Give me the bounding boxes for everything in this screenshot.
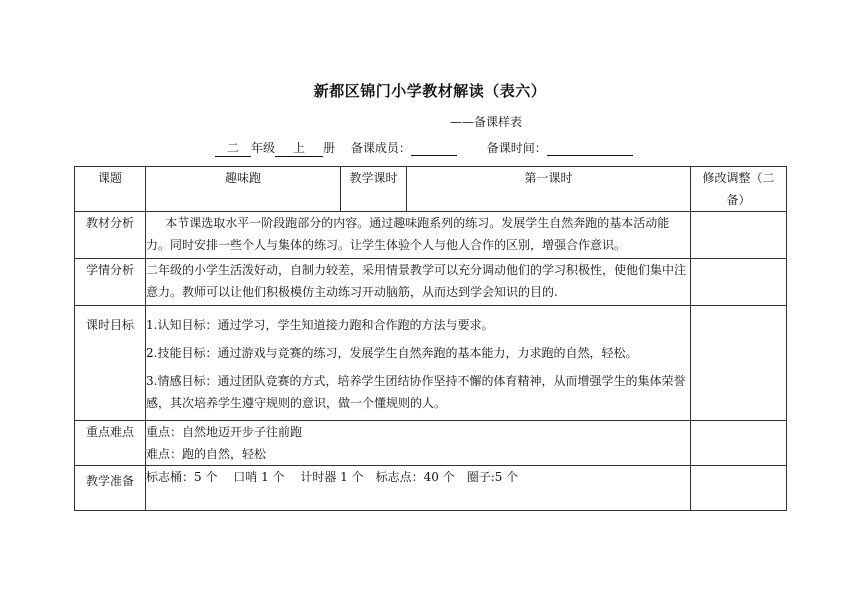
revise-cell [691,259,787,306]
keypoints-label: 重点难点 [75,421,146,466]
table-row [75,306,787,421]
difficult-point: 难点：跑的自然，轻松 [146,447,267,461]
info-line [215,139,633,157]
period-label: 教学课时 [341,167,407,212]
material-label: 教材分析 [75,212,146,259]
volume-label: 册 [323,141,336,155]
table-row [75,259,787,306]
topic-label: 课题 [75,167,146,212]
page-title: 新都区锦门小学教材解读（表六） [313,82,547,100]
key-point: 重点：自然地迈开步子往前跑 [146,425,303,439]
keypoints-text [146,421,691,466]
prep-text: 标志桶：5 个 口哨 1 个 计时器 1 个 标志点：40 个 圈子:5 个 [146,466,691,511]
prep-label: 教学准备 [75,466,146,511]
revise-label: 修改调整（二备） [691,167,787,212]
revise-cell [691,421,787,466]
time-value [547,141,633,156]
grade-label: 年级 [251,141,276,155]
students-text: 二年级的小学生活泼好动，自制力较差，采用情景教学可以充分调动他们的学习积极性，使他们集中注意力。教师可以让他们积极模仿主动练习开动脑筋，从而达到学会知识的目的. [146,259,691,306]
goals-text [146,306,691,421]
grade-value: 二 [215,139,251,157]
goals-label: 课时目标 [75,306,146,421]
page-subtitle: ——备课样表 [450,115,523,129]
table-header-row [75,167,787,212]
revise-cell [691,306,787,421]
member-label: 备课成员： [350,141,411,155]
table-row [75,212,787,259]
table-row [75,466,787,511]
topic-value: 趣味跑 [146,167,341,212]
volume-value: 上 [275,139,323,157]
member-value [411,141,457,156]
table-row [75,421,787,466]
revise-cell [691,212,787,259]
time-label: 备课时间： [486,141,547,155]
lesson-table [74,166,787,511]
revise-cell [691,466,787,511]
material-text: 本节课选取水平一阶段跑部分的内容。通过趣味跑系列的练习。发展学生自然奔跑的基本活动能力。同时安排一些个人与集体的练习。让学生体验个人与他人合作的区别，增强合作意识。 [146,212,691,259]
goal-item: 2.技能目标：通过游戏与竞赛的练习，发展学生自然奔跑的基本能力，力求跑的自然，轻松。 [146,346,638,360]
goal-item: 3.情感目标：通过团队竞赛的方式，培养学生团结协作坚持不懈的体育精神，从而增强学生的集体荣誉感，其次培养学生遵守规则的意识，做一个懂规则的人。 [146,374,686,410]
goal-item: 1.认知目标：通过学习，学生知道接力跑和合作跑的方法与要求。 [146,318,494,332]
period-value: 第一课时 [407,167,691,212]
students-label: 学情分析 [75,259,146,306]
